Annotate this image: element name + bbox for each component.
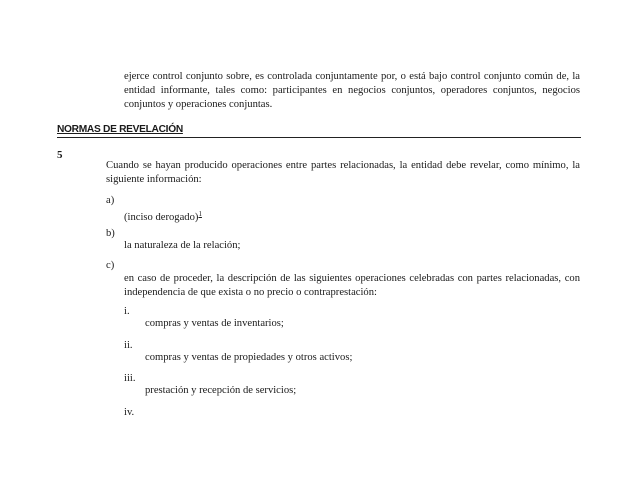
subitem-i-text: compras y ventas de inventarios;	[145, 318, 284, 329]
item-a-text: (inciso derogado)	[124, 212, 199, 223]
subitem-ii-text: compras y ventas de propiedades y otros activos;	[145, 352, 353, 363]
item-c-label: c)	[106, 260, 115, 271]
item-a-label: a)	[106, 195, 115, 206]
heading-rule	[57, 137, 581, 138]
item-a	[124, 207, 202, 225]
section-heading: NORMAS DE REVELACIÓN	[57, 124, 183, 135]
footnote-reference[interactable]: 1	[198, 210, 202, 218]
item-b-label: b)	[106, 228, 115, 239]
paragraph-text: Cuando se hayan producido operaciones entre partes relacionadas, la entidad debe revelar, como mínimo, la siguiente información:	[106, 160, 580, 186]
subitem-iii-label: iii.	[124, 373, 136, 384]
subitem-iii-text: prestación y recepción de servicios;	[145, 385, 297, 396]
item-b-text: la naturaleza de la relación;	[124, 240, 241, 251]
paragraph-number: 5	[57, 149, 63, 161]
subitem-ii-label: ii.	[124, 340, 133, 351]
item-c-text: en caso de proceder, la descripción de las siguientes operaciones celebradas con partes relacionadas, con independencia de que exista o no precio o contraprestación:	[124, 273, 580, 299]
subitem-iv-label: iv.	[124, 407, 135, 418]
subitem-i-label: i.	[124, 306, 130, 317]
intro-paragraph: ejerce control conjunto sobre, es controlada conjuntamente por, o está bajo control conjunto común de, la entidad informante, tales como: participantes en negocios conjuntos, operadores conjuntos, negocios conjuntos y operaciones conjuntas.	[124, 71, 580, 111]
